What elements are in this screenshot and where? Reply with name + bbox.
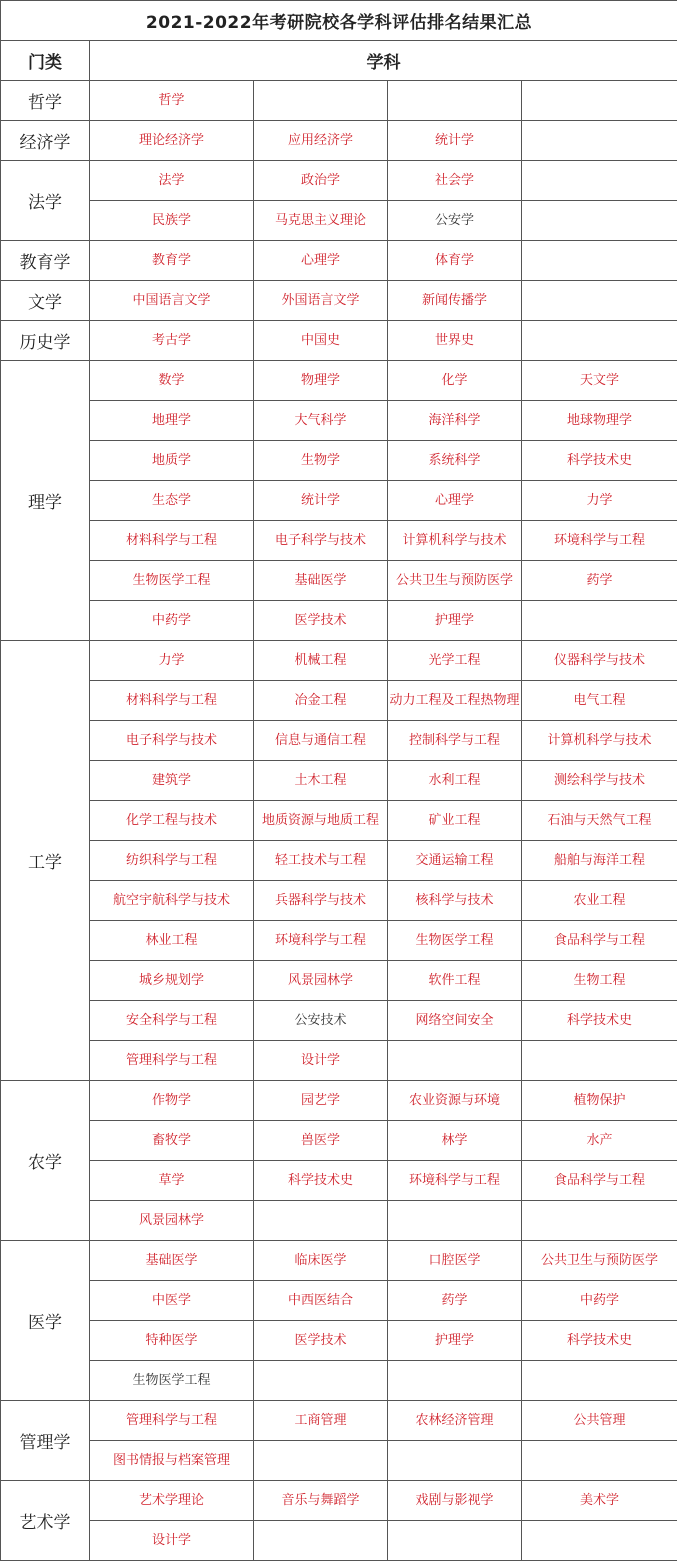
subject-cell: 园艺学 — [254, 1081, 388, 1121]
subject-cell: 环境科学与工程 — [388, 1161, 522, 1201]
table-row — [1, 561, 677, 601]
table-row — [1, 441, 677, 481]
subject-cell: 马克思主义理论 — [254, 201, 388, 241]
subject-cell: 植物保护 — [522, 1081, 677, 1121]
table-row — [1, 361, 677, 401]
subject-cell: 社会学 — [388, 161, 522, 201]
table-row — [1, 881, 677, 921]
category-header: 门类 — [1, 41, 90, 81]
subject-cell: 测绘科学与技术 — [522, 761, 677, 801]
subjects-header: 学科 — [90, 41, 677, 81]
table-row — [1, 801, 677, 841]
subject-cell: 地质学 — [90, 441, 254, 481]
subject-cell: 工商管理 — [254, 1401, 388, 1441]
subject-cell: 电子科学与技术 — [90, 721, 254, 761]
subject-cell: 护理学 — [388, 1321, 522, 1361]
subject-cell: 外国语言文学 — [254, 281, 388, 321]
subject-cell: 水产 — [522, 1121, 677, 1161]
subject-cell: 力学 — [522, 481, 677, 521]
subject-cell: 心理学 — [388, 481, 522, 521]
subject-cell: 新闻传播学 — [388, 281, 522, 321]
category-cell: 文学 — [1, 281, 90, 321]
subject-cell: 教育学 — [90, 241, 254, 281]
empty-cell — [522, 1521, 677, 1561]
empty-cell — [388, 1521, 522, 1561]
category-cell: 经济学 — [1, 121, 90, 161]
subject-cell: 艺术学理论 — [90, 1481, 254, 1521]
subject-cell: 护理学 — [388, 601, 522, 641]
subject-cell: 计算机科学与技术 — [522, 721, 677, 761]
table-row — [1, 321, 677, 361]
empty-cell — [522, 1441, 677, 1481]
subject-cell: 医学技术 — [254, 601, 388, 641]
category-cell: 历史学 — [1, 321, 90, 361]
subject-cell: 冶金工程 — [254, 681, 388, 721]
subject-cell: 农林经济管理 — [388, 1401, 522, 1441]
subject-cell: 动力工程及工程热物理 — [388, 681, 522, 721]
category-cell: 教育学 — [1, 241, 90, 281]
subject-cell: 生物工程 — [522, 961, 677, 1001]
table-row — [1, 401, 677, 441]
subject-cell: 管理科学与工程 — [90, 1401, 254, 1441]
empty-cell — [522, 161, 677, 201]
category-cell: 艺术学 — [1, 1481, 90, 1561]
subject-cell: 体育学 — [388, 241, 522, 281]
table-row — [1, 1401, 677, 1441]
empty-cell — [254, 1361, 388, 1401]
subject-cell: 中药学 — [522, 1281, 677, 1321]
subject-cell: 基础医学 — [90, 1241, 254, 1281]
subject-cell: 系统科学 — [388, 441, 522, 481]
subject-cell: 基础医学 — [254, 561, 388, 601]
subject-cell: 医学技术 — [254, 1321, 388, 1361]
table-row — [1, 1521, 677, 1561]
table-row — [1, 921, 677, 961]
empty-cell — [254, 1201, 388, 1241]
subject-cell: 石油与天然气工程 — [522, 801, 677, 841]
empty-cell — [522, 1361, 677, 1401]
table-row — [1, 841, 677, 881]
subject-cell: 公共管理 — [522, 1401, 677, 1441]
subject-cell: 材料科学与工程 — [90, 681, 254, 721]
subject-cell: 食品科学与工程 — [522, 1161, 677, 1201]
subject-cell: 地质资源与地质工程 — [254, 801, 388, 841]
subject-cell: 电气工程 — [522, 681, 677, 721]
table-row — [1, 201, 677, 241]
table-row — [1, 601, 677, 641]
table-row — [1, 1041, 677, 1081]
subject-cell: 设计学 — [254, 1041, 388, 1081]
subject-cell: 理论经济学 — [90, 121, 254, 161]
subject-cell: 公安技术 — [254, 1001, 388, 1041]
table-row — [1, 1441, 677, 1481]
subject-cell: 哲学 — [90, 81, 254, 121]
empty-cell — [388, 1201, 522, 1241]
subject-cell: 临床医学 — [254, 1241, 388, 1281]
subject-cell: 政治学 — [254, 161, 388, 201]
subject-cell: 矿业工程 — [388, 801, 522, 841]
subject-cell: 设计学 — [90, 1521, 254, 1561]
empty-cell — [388, 81, 522, 121]
subject-cell: 药学 — [522, 561, 677, 601]
subject-cell: 网络空间安全 — [388, 1001, 522, 1041]
empty-cell — [388, 1361, 522, 1401]
subject-cell: 科学技术史 — [522, 1321, 677, 1361]
subject-cell: 心理学 — [254, 241, 388, 281]
subject-cell: 风景园林学 — [254, 961, 388, 1001]
category-cell: 理学 — [1, 361, 90, 641]
table-row — [1, 1001, 677, 1041]
subject-cell: 地理学 — [90, 401, 254, 441]
table-row — [1, 761, 677, 801]
subject-cell: 航空宇航科学与技术 — [90, 881, 254, 921]
table-row — [1, 161, 677, 201]
empty-cell — [254, 81, 388, 121]
category-cell: 工学 — [1, 641, 90, 1081]
subject-cell: 化学 — [388, 361, 522, 401]
empty-cell — [522, 601, 677, 641]
subject-cell: 公安学 — [388, 201, 522, 241]
subject-cell: 作物学 — [90, 1081, 254, 1121]
table-row — [1, 681, 677, 721]
table-title: 2021-2022年考研院校各学科评估排名结果汇总 — [1, 1, 677, 41]
subject-cell: 生物学 — [254, 441, 388, 481]
empty-cell — [522, 81, 677, 121]
subject-cell: 法学 — [90, 161, 254, 201]
subject-cell: 兵器科学与技术 — [254, 881, 388, 921]
table-row — [1, 1481, 677, 1521]
subject-cell: 光学工程 — [388, 641, 522, 681]
empty-cell — [254, 1521, 388, 1561]
category-cell: 农学 — [1, 1081, 90, 1241]
subject-cell: 安全科学与工程 — [90, 1001, 254, 1041]
subject-cell: 戏剧与影视学 — [388, 1481, 522, 1521]
subject-cell: 船舶与海洋工程 — [522, 841, 677, 881]
subject-cell: 食品科学与工程 — [522, 921, 677, 961]
title-row — [1, 1, 677, 41]
subject-cell: 轻工技术与工程 — [254, 841, 388, 881]
subject-cell: 土木工程 — [254, 761, 388, 801]
subject-cell: 环境科学与工程 — [522, 521, 677, 561]
subject-cell: 管理科学与工程 — [90, 1041, 254, 1081]
subject-cell: 中西医结合 — [254, 1281, 388, 1321]
empty-cell — [522, 201, 677, 241]
subject-cell: 科学技术史 — [522, 441, 677, 481]
table-row — [1, 1121, 677, 1161]
subject-cell: 中药学 — [90, 601, 254, 641]
subject-cell: 图书情报与档案管理 — [90, 1441, 254, 1481]
table-row — [1, 721, 677, 761]
table-row — [1, 1081, 677, 1121]
subject-cell: 统计学 — [388, 121, 522, 161]
subject-cell: 地球物理学 — [522, 401, 677, 441]
table-row — [1, 1321, 677, 1361]
subject-cell: 核科学与技术 — [388, 881, 522, 921]
subject-cell: 建筑学 — [90, 761, 254, 801]
header-row — [1, 41, 677, 81]
subject-cell: 草学 — [90, 1161, 254, 1201]
subject-cell: 美术学 — [522, 1481, 677, 1521]
category-cell: 哲学 — [1, 81, 90, 121]
table-row — [1, 81, 677, 121]
subject-cell: 统计学 — [254, 481, 388, 521]
subject-cell: 公共卫生与预防医学 — [522, 1241, 677, 1281]
subject-cell: 交通运输工程 — [388, 841, 522, 881]
empty-cell — [254, 1441, 388, 1481]
subject-cell: 农业资源与环境 — [388, 1081, 522, 1121]
subject-cell: 材料科学与工程 — [90, 521, 254, 561]
subject-cell: 化学工程与技术 — [90, 801, 254, 841]
subject-cell: 民族学 — [90, 201, 254, 241]
empty-cell — [522, 321, 677, 361]
subject-cell: 中医学 — [90, 1281, 254, 1321]
table-row — [1, 521, 677, 561]
category-cell: 管理学 — [1, 1401, 90, 1481]
empty-cell — [522, 1041, 677, 1081]
subject-cell: 科学技术史 — [254, 1161, 388, 1201]
subject-cell: 中国语言文学 — [90, 281, 254, 321]
empty-cell — [522, 281, 677, 321]
empty-cell — [522, 121, 677, 161]
category-cell: 法学 — [1, 161, 90, 241]
subject-cell: 风景园林学 — [90, 1201, 254, 1241]
subject-cell: 生物医学工程 — [90, 561, 254, 601]
table-row — [1, 121, 677, 161]
subject-cell: 电子科学与技术 — [254, 521, 388, 561]
subject-cell: 兽医学 — [254, 1121, 388, 1161]
table-row — [1, 281, 677, 321]
subject-cell: 口腔医学 — [388, 1241, 522, 1281]
subject-cell: 世界史 — [388, 321, 522, 361]
subject-cell: 药学 — [388, 1281, 522, 1321]
table-row — [1, 1361, 677, 1401]
table-row — [1, 241, 677, 281]
subject-cell: 林学 — [388, 1121, 522, 1161]
subject-cell: 城乡规划学 — [90, 961, 254, 1001]
category-cell: 医学 — [1, 1241, 90, 1401]
subject-cell: 力学 — [90, 641, 254, 681]
subject-cell: 海洋科学 — [388, 401, 522, 441]
subject-cell: 信息与通信工程 — [254, 721, 388, 761]
subject-cell: 畜牧学 — [90, 1121, 254, 1161]
table-row — [1, 1281, 677, 1321]
table-row — [1, 481, 677, 521]
table-row — [1, 1201, 677, 1241]
subject-cell: 机械工程 — [254, 641, 388, 681]
table-row — [1, 641, 677, 681]
subject-cell: 水利工程 — [388, 761, 522, 801]
subject-cell: 科学技术史 — [522, 1001, 677, 1041]
subject-cell: 生物医学工程 — [388, 921, 522, 961]
subject-cell: 环境科学与工程 — [254, 921, 388, 961]
subject-cell: 特种医学 — [90, 1321, 254, 1361]
subject-cell: 生态学 — [90, 481, 254, 521]
subject-cell: 林业工程 — [90, 921, 254, 961]
subject-cell: 公共卫生与预防医学 — [388, 561, 522, 601]
empty-cell — [388, 1441, 522, 1481]
subject-cell: 农业工程 — [522, 881, 677, 921]
empty-cell — [388, 1041, 522, 1081]
subject-cell: 物理学 — [254, 361, 388, 401]
subject-cell: 数学 — [90, 361, 254, 401]
subject-cell: 仪器科学与技术 — [522, 641, 677, 681]
subject-cell: 音乐与舞蹈学 — [254, 1481, 388, 1521]
table-row — [1, 1161, 677, 1201]
subject-cell: 软件工程 — [388, 961, 522, 1001]
empty-cell — [522, 1201, 677, 1241]
subject-cell: 天文学 — [522, 361, 677, 401]
subject-cell: 纺织科学与工程 — [90, 841, 254, 881]
table-row — [1, 961, 677, 1001]
subject-cell: 大气科学 — [254, 401, 388, 441]
empty-cell — [522, 241, 677, 281]
subject-cell: 中国史 — [254, 321, 388, 361]
subject-cell: 生物医学工程 — [90, 1361, 254, 1401]
subject-cell: 考古学 — [90, 321, 254, 361]
subject-cell: 应用经济学 — [254, 121, 388, 161]
subject-cell: 控制科学与工程 — [388, 721, 522, 761]
subject-cell: 计算机科学与技术 — [388, 521, 522, 561]
table-row — [1, 1241, 677, 1281]
